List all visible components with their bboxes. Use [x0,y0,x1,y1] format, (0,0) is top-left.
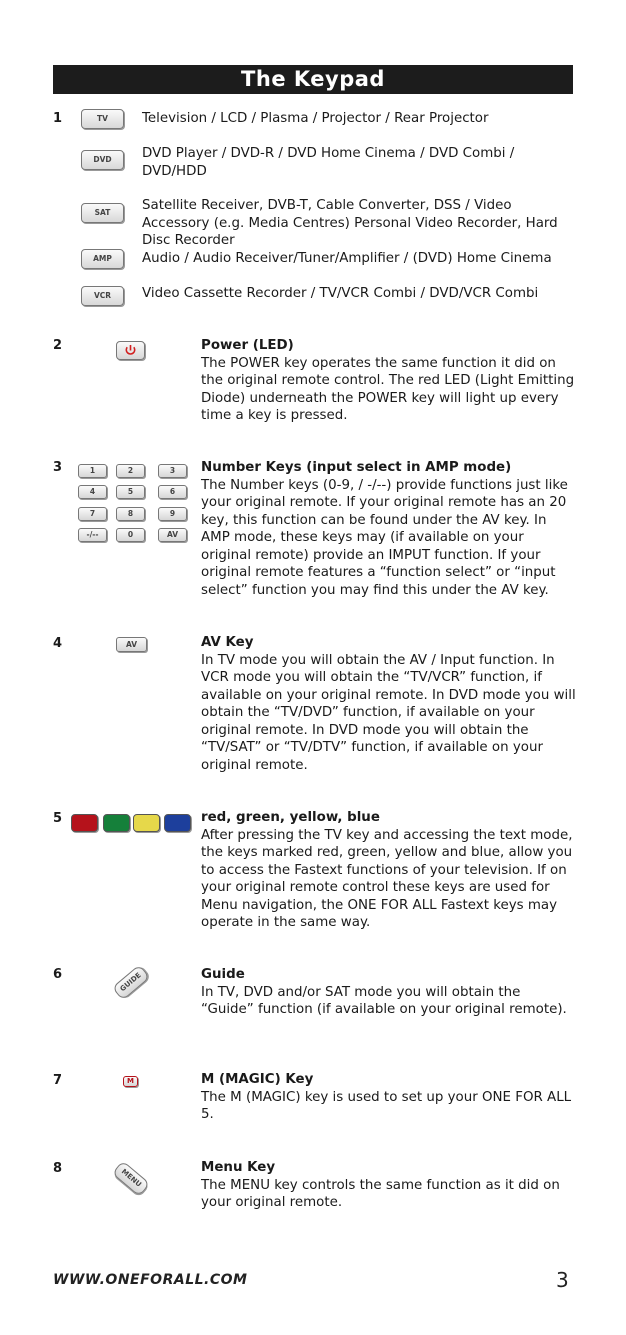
av-description [201,634,576,774]
number-keys-body: The Number keys (0-9, / -/--) provide functions just like your original remote. If your original remote has an 20 key, this function can be found under the AV key. In AMP mode, these keys may (if available on your original remote) provide an IMPUT function. If your original remote features a “function select” or “input select” function you may find this under the AV key. [201,477,568,598]
number-key-0: 0 [116,528,145,542]
color-keys-heading: red, green, yellow, blue [201,810,380,825]
tv-key-icon: TV [81,109,124,129]
number-key-2: 2 [116,464,145,478]
section-number-7: 7 [53,1073,63,1088]
av-key-small: AV [158,528,187,542]
number-keys-description [201,459,576,599]
blue-key-icon [164,814,191,832]
number-key-8: 8 [116,507,145,521]
section-number-1: 1 [53,111,63,126]
power-heading: Power (LED) [201,338,294,353]
number-key-7: 7 [78,507,107,521]
magic-description [201,1071,576,1124]
number-key-6: 6 [158,485,187,499]
menu-description [201,1159,576,1212]
menu-body: The MENU key controls the same function as it did on your original remote. [201,1177,560,1210]
green-key-icon [103,814,130,832]
av-heading: AV Key [201,635,254,650]
magic-key-icon: M [123,1076,138,1087]
section-number-6: 6 [53,967,63,982]
number-key-4: 4 [78,485,107,499]
sat-key-icon: SAT [81,203,124,223]
dvd-device-text: DVD Player / DVD-R / DVD Home Cinema / DVD Combi / DVD/HDD [142,146,515,179]
tv-device-text: Television / LCD / Plasma / Projector / Rear Projector [142,111,489,126]
color-keys-description [201,809,576,932]
guide-key-icon: GUIDE [112,964,151,1000]
amp-key-icon: AMP [81,249,124,269]
red-key-icon [71,814,98,832]
vcr-device-text: Video Cassette Recorder / TV/VCR Combi / DVD/VCR Combi [142,286,539,301]
footer-url: WWW.ONEFORALL.COM [53,1272,248,1288]
number-key-9: 9 [158,507,187,521]
color-keys-body: After pressing the TV key and accessing the text mode, the keys marked red, green, yellow and blue, allow you to access the Fastext functions of your television. If on your original remote control these keys are used for Menu navigation, the ONE FOR ALL Fastext keys may operate in the same way. [201,827,573,930]
page-number: 3 [556,1268,569,1292]
av-key-icon: AV [116,637,147,652]
number-keys-heading: Number Keys (input select in AMP mode) [201,460,512,475]
section-number-3: 3 [53,460,63,475]
amp-device-text: Audio / Audio Receiver/Tuner/Amplifier / (DVD) Home Cinema [142,251,552,266]
menu-heading: Menu Key [201,1160,276,1175]
section-number-4: 4 [53,636,63,651]
number-key-3: 3 [158,464,187,478]
sat-device-text: Satellite Receiver, DVB-T, Cable Converter, DSS / Video Accessory (e.g. Media Centres) Personal Video Recorder, Hard Disc Recorder [142,198,558,248]
power-description [201,337,576,425]
magic-heading: M (MAGIC) Key [201,1072,314,1087]
section-number-2: 2 [53,338,63,353]
number-key-1: 1 [78,464,107,478]
power-body: The POWER key operates the same function it did on the original remote control. The red LED (Light Emitting Diode) underneath the POWER key will light up every time a key is pressed. [201,355,575,423]
dvd-key-icon: DVD [81,150,124,170]
guide-heading: Guide [201,967,245,982]
vcr-key-icon: VCR [81,286,124,306]
number-key-5: 5 [116,485,145,499]
section-number-5: 5 [53,811,63,826]
page-title: The Keypad [53,65,573,94]
magic-body: The M (MAGIC) key is used to set up your ONE FOR ALL 5. [201,1089,572,1122]
guide-description [201,966,576,1019]
power-key-icon [116,341,145,360]
guide-body: In TV, DVD and/or SAT mode you will obtain the “Guide” function (if available on your original remote). [201,984,567,1017]
dash-key: -/-- [78,528,107,542]
yellow-key-icon [133,814,160,832]
section-number-8: 8 [53,1161,63,1176]
av-body: In TV mode you will obtain the AV / Input function. In VCR mode you will obtain the “TV/VCR” function, if available on your original remote. In DVD mode you will obtain the “TV/DVD” function, if available on your original remote. In DVD mode you will obtain the “TV/SAT” or “TV/DTV” function, if available on your original remote. [201,652,576,773]
menu-key-icon: MENU [112,1160,151,1196]
